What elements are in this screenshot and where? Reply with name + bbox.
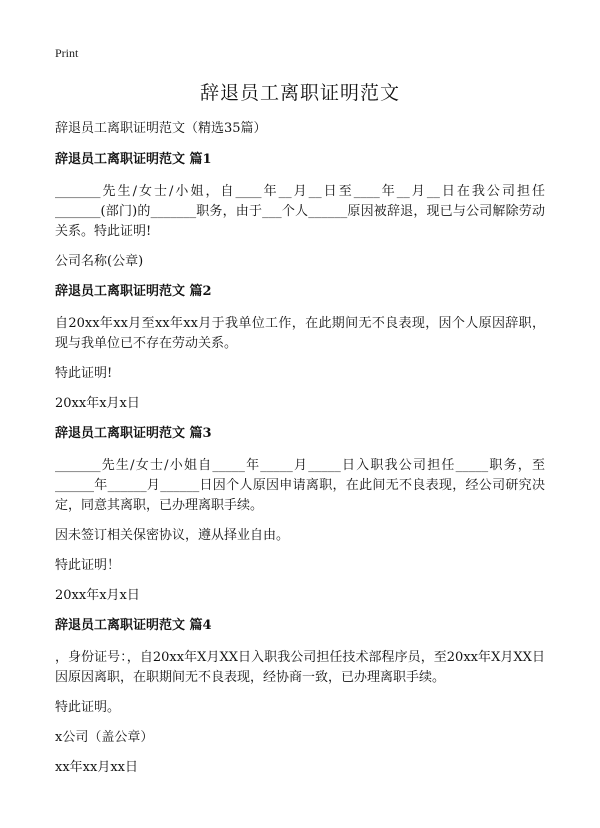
document-title: 辞退员工离职证明范文 <box>199 82 400 104</box>
section-3-paragraph-4: 20xx年x月x日 <box>55 588 140 603</box>
section-4-paragraph-2: 特此证明。 <box>55 700 121 715</box>
document-body <box>55 119 545 788</box>
section-1-paragraph-2: 公司名称(公章) <box>55 254 144 269</box>
section-4-paragraph-4: xx年xx月xx日 <box>55 760 138 775</box>
section-heading-4: 辞退员工离职证明范文 篇4 <box>55 618 212 633</box>
section-3-paragraph-3: 特此证明！ <box>55 558 121 573</box>
section-2-paragraph-2: 特此证明! <box>55 366 113 381</box>
section-3-paragraph-1: _______先生/女士/小姐自_____年_____月_____日入职我公司担任_____职务，至______年______月______日因个人原因申请离职，在此间无不良表现，经公司研究决定，同意其离职，已办理离职手续。 <box>55 458 545 513</box>
section-2-paragraph-1: 自20xx年xx月至xx年xx月于我单位工作，在此期间无不良表现，因个人原因辞职，现与我单位已不存在劳动关系。 <box>55 316 545 351</box>
section-2-paragraph-3: 20xx年x月x日 <box>55 396 140 411</box>
document-subtitle: 辞退员工离职证明范文（精选35篇） <box>55 121 267 136</box>
section-4-paragraph-3: x公司（盖公章） <box>55 730 154 745</box>
section-4-paragraph-1: ，身份证号：，自20xx年X月XX日入职我公司担任技术部程序员，至20xx年X月XX日因原因离职，在职期间无不良表现，经协商一致，已办理离职手续。 <box>55 650 545 685</box>
section-heading-1: 辞退员工离职证明范文 篇1 <box>55 152 212 167</box>
section-heading-3: 辞退员工离职证明范文 篇3 <box>55 426 212 441</box>
section-heading-2: 辞退员工离职证明范文 篇2 <box>55 284 212 299</box>
print-link[interactable]: Print <box>55 46 79 60</box>
section-3-paragraph-2: 因未签订相关保密协议，遵从择业自由。 <box>55 528 290 543</box>
section-1-paragraph-1: _______先生/女士/小姐，自____年__月__日至____年__月__日在我公司担任_______(部门)的_______职务，由于___个人______原因被辞退，现已与公司解除劳动关系。特此证明! <box>55 184 545 239</box>
